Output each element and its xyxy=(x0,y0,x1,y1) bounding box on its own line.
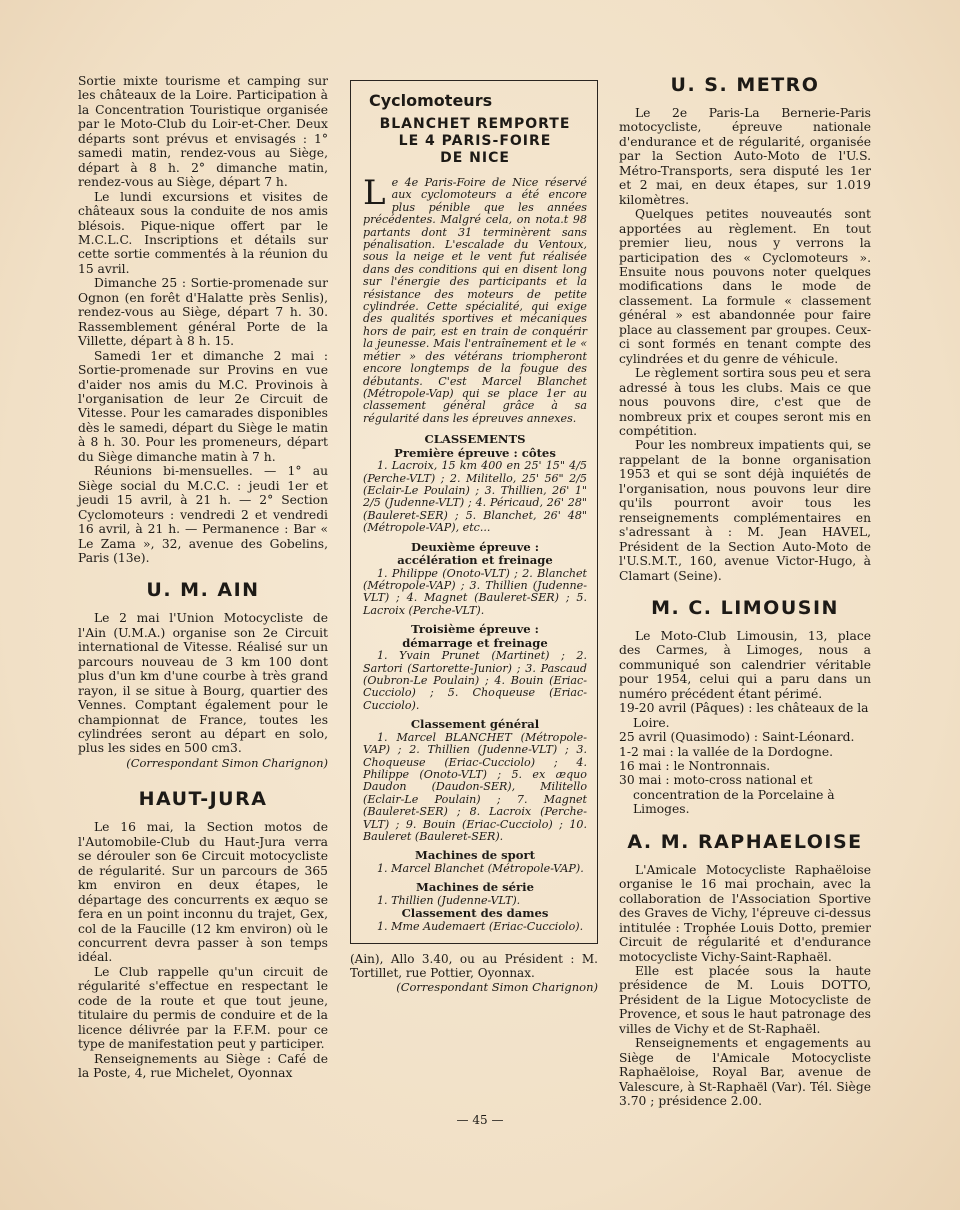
column-middle xyxy=(350,80,598,995)
paragraph: Le règlement sortira sous peu et sera adressé à tous les clubs. Mais ce que nous pouvons dire, c'est que de nombreux prix et coupes seront mis en compétition. xyxy=(619,366,871,438)
calendar-entry: 1-2 mai : la vallée de la Dordogne. xyxy=(619,744,834,759)
results-text: 1. Marcel Blanchet (Métropole-VAP). xyxy=(377,861,584,875)
paragraph: Le 2e Paris-La Bernerie-Paris motocycliste, épreuve nationale d'endurance et de régularité, organisée par la Section Auto-Moto de l'U.S. Métro-Transports, sera disputé les 1er et 2 mai, en deux étapes, sur 1.019 kilomètres. xyxy=(619,106,871,207)
results-text: 1. Mme Audemaert (Eriac-Cucciolo). xyxy=(377,919,584,933)
section-heading-haut-jura: HAUT-JURA xyxy=(138,788,268,811)
article-lead xyxy=(363,173,587,425)
section-heading-mc-limousin: M. C. LIMOUSIN xyxy=(651,596,839,619)
results-subheading: Deuxième épreuve : xyxy=(410,539,540,554)
article-title-line: LE 4 PARIS-FOIRE xyxy=(398,133,552,149)
continued-paragraph: (Ain), Allo 3.40, ou au Président : M. Tortillet, rue Pottier, Oyonnax. xyxy=(350,952,598,981)
results-text: 1. Marcel BLANCHET (Métropole-VAP) ; 2. Thillien (Judenne-VLT) ; 3. Choqueuse (Eriac-Cucciolo) ; 4. Philippe (Onoto-VLT) ; 5. ex æquo Daudon (Daudon-SER), Militello (Eclair-Le Poulain) ; 7. Magnet (Bauleret-SER) ; 8. Lacroix (Perche-VLT) ; 9. Bouin (Eriac-Cucciolo) ; 10. Bauleret (Bauleret-SER). xyxy=(363,730,587,843)
paragraph: Renseignements et engagements au Siège de l'Amicale Motocycliste Raphaëloise, Royal Bar, avenue de Valescure, à St-Raphaël (Var). Tél. Siège 3.70 ; présidence 2.00. xyxy=(619,1036,871,1109)
calendar-entry: 19-20 avril (Pâques) : les châteaux de la Loire. xyxy=(619,701,869,730)
page-number: — 45 — xyxy=(456,1113,504,1127)
article-title xyxy=(363,116,587,167)
results-subheading: Classement des dames xyxy=(401,906,549,921)
results-subheading: Machines de sport xyxy=(415,848,535,863)
paragraph: Samedi 1er et dimanche 2 mai : Sortie-promenade sur Provins en vue d'aider nos amis du M.C. Provinois à l'organisation de leur 2e Circuit de Vitesse. Pour les camarades disponibles dès le samedi, départ du Siège le matin à 8 h. 30. Pour les promeneurs, départ du Siège dimanche matin à 7 h. xyxy=(78,348,328,464)
paragraph: Le 2 mai l'Union Motocycliste de l'Ain (U.M.A.) organise son 2e Circuit international de Vitesse. Réalisé sur un parcours nouveau de 3 km 100 dont plus d'un km d'une courbe à très grand rayon, il se situe à Bourg, quartier des Vennes. Comptant également pour le championnat de France, toutes les cylindrées seront au départ en solo, plus les sides en 500 cm3. xyxy=(78,611,328,756)
results-subheading: démarrage et freinage xyxy=(402,635,548,650)
article-title-line: DE NICE xyxy=(440,150,510,166)
column-right xyxy=(619,74,871,1109)
paragraph: L'Amicale Motocycliste Raphaëloise organise le 16 mai prochain, avec la collaboration de l'Association Sportive des Graves de Vichy, l'épreuve ci-dessus intitulée : Trophée Louis Dotto, premier Circuit de régularité et d'endurance motocycliste Vichy-Saint-Raphaël. xyxy=(619,862,871,964)
section-heading-us-metro: U. S. METRO xyxy=(670,74,820,96)
results-subheading: accélération et freinage xyxy=(397,553,553,568)
results-subheading: Troisième épreuve : xyxy=(411,622,539,637)
drop-cap: L xyxy=(363,173,386,213)
calendar-entry: 16 mai : le Nontronnais. xyxy=(619,759,771,774)
paragraph: Le Club rappelle qu'un circuit de régularité s'effectue en respectant le code de la route et que tout jeune, titulaire du permis de conduire et de la licence délivrée par la F.F.M. pour ce type de manifestation peut y participer. xyxy=(78,964,328,1052)
results-text: 1. Philippe (Onoto-VLT) ; 2. Blanchet (Métropole-VAP) ; 3. Thillien (Judenne-VLT) ; 4. Magnet (Bauleret-SER) ; 5. Lacroix (Perche-VLT). xyxy=(363,566,587,617)
paragraph: Renseignements au Siège : Café de la Poste, 4, rue Michelet, Oyonnax xyxy=(78,1051,328,1081)
paragraph: Le lundi excursions et visites de châteaux sous la conduite de nos amis blésois. Pique-nique offert par le M.C.L.C. Inscriptions et détails sur cette sortie commentés à la réunion du 15 avril. xyxy=(78,189,328,276)
section-heading-am-raphaeloise: A. M. RAPHAELOISE xyxy=(627,830,863,853)
paragraph: Réunions bi-mensuelles. — 1° au Siège social du M.C.C. : jeudi 1er et jeudi 15 avril, à 21 h. — 2° Section Cyclomoteurs : vendredi 2 et vendredi 16 avril, à 21 h. — Permanence : Bar « Le Zama », 32, avenue des Gobelins, Paris (13e). xyxy=(78,464,328,565)
results-text: 1. Lacroix, 15 km 400 en 25' 15" 4/5 (Perche-VLT) ; 2. Militello, 25' 56" 2/5 (Eclair-Le Poulain) ; 3. Thillien, 26' 1" 2/5 (Judenne-VLT) ; 4. Péricaud, 26' 28" (Bauleret-SER) ; 5. Blanchet, 26' 48" (Métropole-VAP), etc... xyxy=(363,459,587,535)
column-left xyxy=(78,74,328,1081)
classements-heading: CLASSEMENTS xyxy=(424,432,526,447)
correspondent-signature: (Correspondant Simon Charignon) xyxy=(126,755,328,770)
section-heading-um-ain: U. M. AIN xyxy=(146,579,260,602)
article-lead-text: e 4e Paris-Foire de Nice réservé aux cyclomoteurs a été encore plus pénible que les années précédentes. Malgré cela, on nota.t 98 partants dont 31 terminèrent sans pénalisation. L'escalade du Ventoux, sous la neige et le vent fut réalisée dans des conditions qui en disent long sur l'énergie des participants et la résistance des moteurs de petite cylindrée. Cette spécialité, qui exige des qualités sportives et mécaniques hors de pair, est en train de conquérir la jeunesse. Mais l'entraînement et le « métier » des vétérans triompheront encore longtemps de la fougue des débutants. C'est Marcel Blanchet (Métropole-Vap) qui se place 1er au classement général grâce à sa régularité dans les épreuves annexes. xyxy=(363,176,587,425)
article-kicker: Cyclomoteurs xyxy=(369,91,493,110)
paragraph: Le 16 mai, la Section motos de l'Automobile-Club du Haut-Jura verra se dérouler son 6e Circuit motocycliste de régularité. Sur un parcours de 365 km environ en deux étapes, le départage des concurrents ex æquo se fera en un point inconnu du trajet, Gex, col de la Faucille (12 km environ) où le concurrent devra passer à son temps idéal. xyxy=(78,820,328,965)
paragraph: Pour les nombreux impatients qui, se rappelant de la bonne organisation 1953 et qui se sont déjà inquiétés de l'organisation, nous pouvons leur dire qu'ils pourront avoir tous les renseignements complémentaires en s'adressant à : M. Jean HAVEL, Président de la Section Auto-Moto de l'U.S.M.T., 160, avenue Victor-Hugo, à Clamart (Seine). xyxy=(619,438,871,583)
calendar-entry: 25 avril (Quasimodo) : Saint-Léonard. xyxy=(619,730,855,745)
results-text: 1. Yvain Prunet (Martinet) ; 2. Sartori (Sartorette-Junior) ; 3. Pascaud (Oubron-Le Poulain) ; 4. Bouin (Eriac-Cucciolo) ; 5. Choqueuse (Eriac-Cucciolo). xyxy=(363,649,587,712)
correspondent-signature: (Correspondant Simon Charignon) xyxy=(396,980,598,995)
paragraph: Quelques petites nouveautés sont apportées au règlement. En tout premier lieu, nous y verrons la participation des « Cyclomoteurs ». Ensuite nous pouvons noter quelques modifications dans le mode de classement. La formule « classement général » est abandonnée pour faire place au classement par groupes. Ceux-ci sont formés en tenant compte des cylindrées et du genre de véhicule. xyxy=(619,207,871,366)
results-subheading: Première épreuve : côtes xyxy=(394,445,556,460)
calendar-entry: 30 mai : moto-cross national et concentration de la Porcelaine à Limoges. xyxy=(619,773,835,817)
paragraph: Sortie mixte tourisme et camping sur les châteaux de la Loire. Participation à la Concentration Touristique organisée par le Moto-Club du Loir-et-Cher. Deux départs sont prévus et envisagés : 1° samedi matin, rendez-vous au Siège, départ à 8 h. 2° dimanche matin, rendez-vous au Siège, départ 7 h. xyxy=(78,74,328,190)
article-title-line: BLANCHET REMPORTE xyxy=(379,116,571,132)
results-subheading: Machines de série xyxy=(416,880,534,895)
cyclomoteurs-article-box xyxy=(350,80,598,944)
paragraph: Elle est placée sous la haute présidence de M. Louis DOTTO, Président de la Ligue Motocycliste de Provence, et sous le haut patronage des villes de Vichy et de St-Raphaël. xyxy=(619,964,871,1036)
results-text: 1. Thillien (Judenne-VLT). xyxy=(377,893,521,907)
paragraph: Dimanche 25 : Sortie-promenade sur Ognon (en forêt d'Halatte près Senlis), rendez-vous au Siège, départ 7 h. 30. Rassemblement général Porte de la Villette, départ à 8 h. 15. xyxy=(78,276,328,349)
paragraph: Le Moto-Club Limousin, 13, place des Carmes, à Limoges, nous a communiqué son calendrier véritable pour 1954, celui qui a paru dans un numéro précédent étant périmé. xyxy=(619,628,871,701)
results-subheading: Classement général xyxy=(410,717,540,732)
